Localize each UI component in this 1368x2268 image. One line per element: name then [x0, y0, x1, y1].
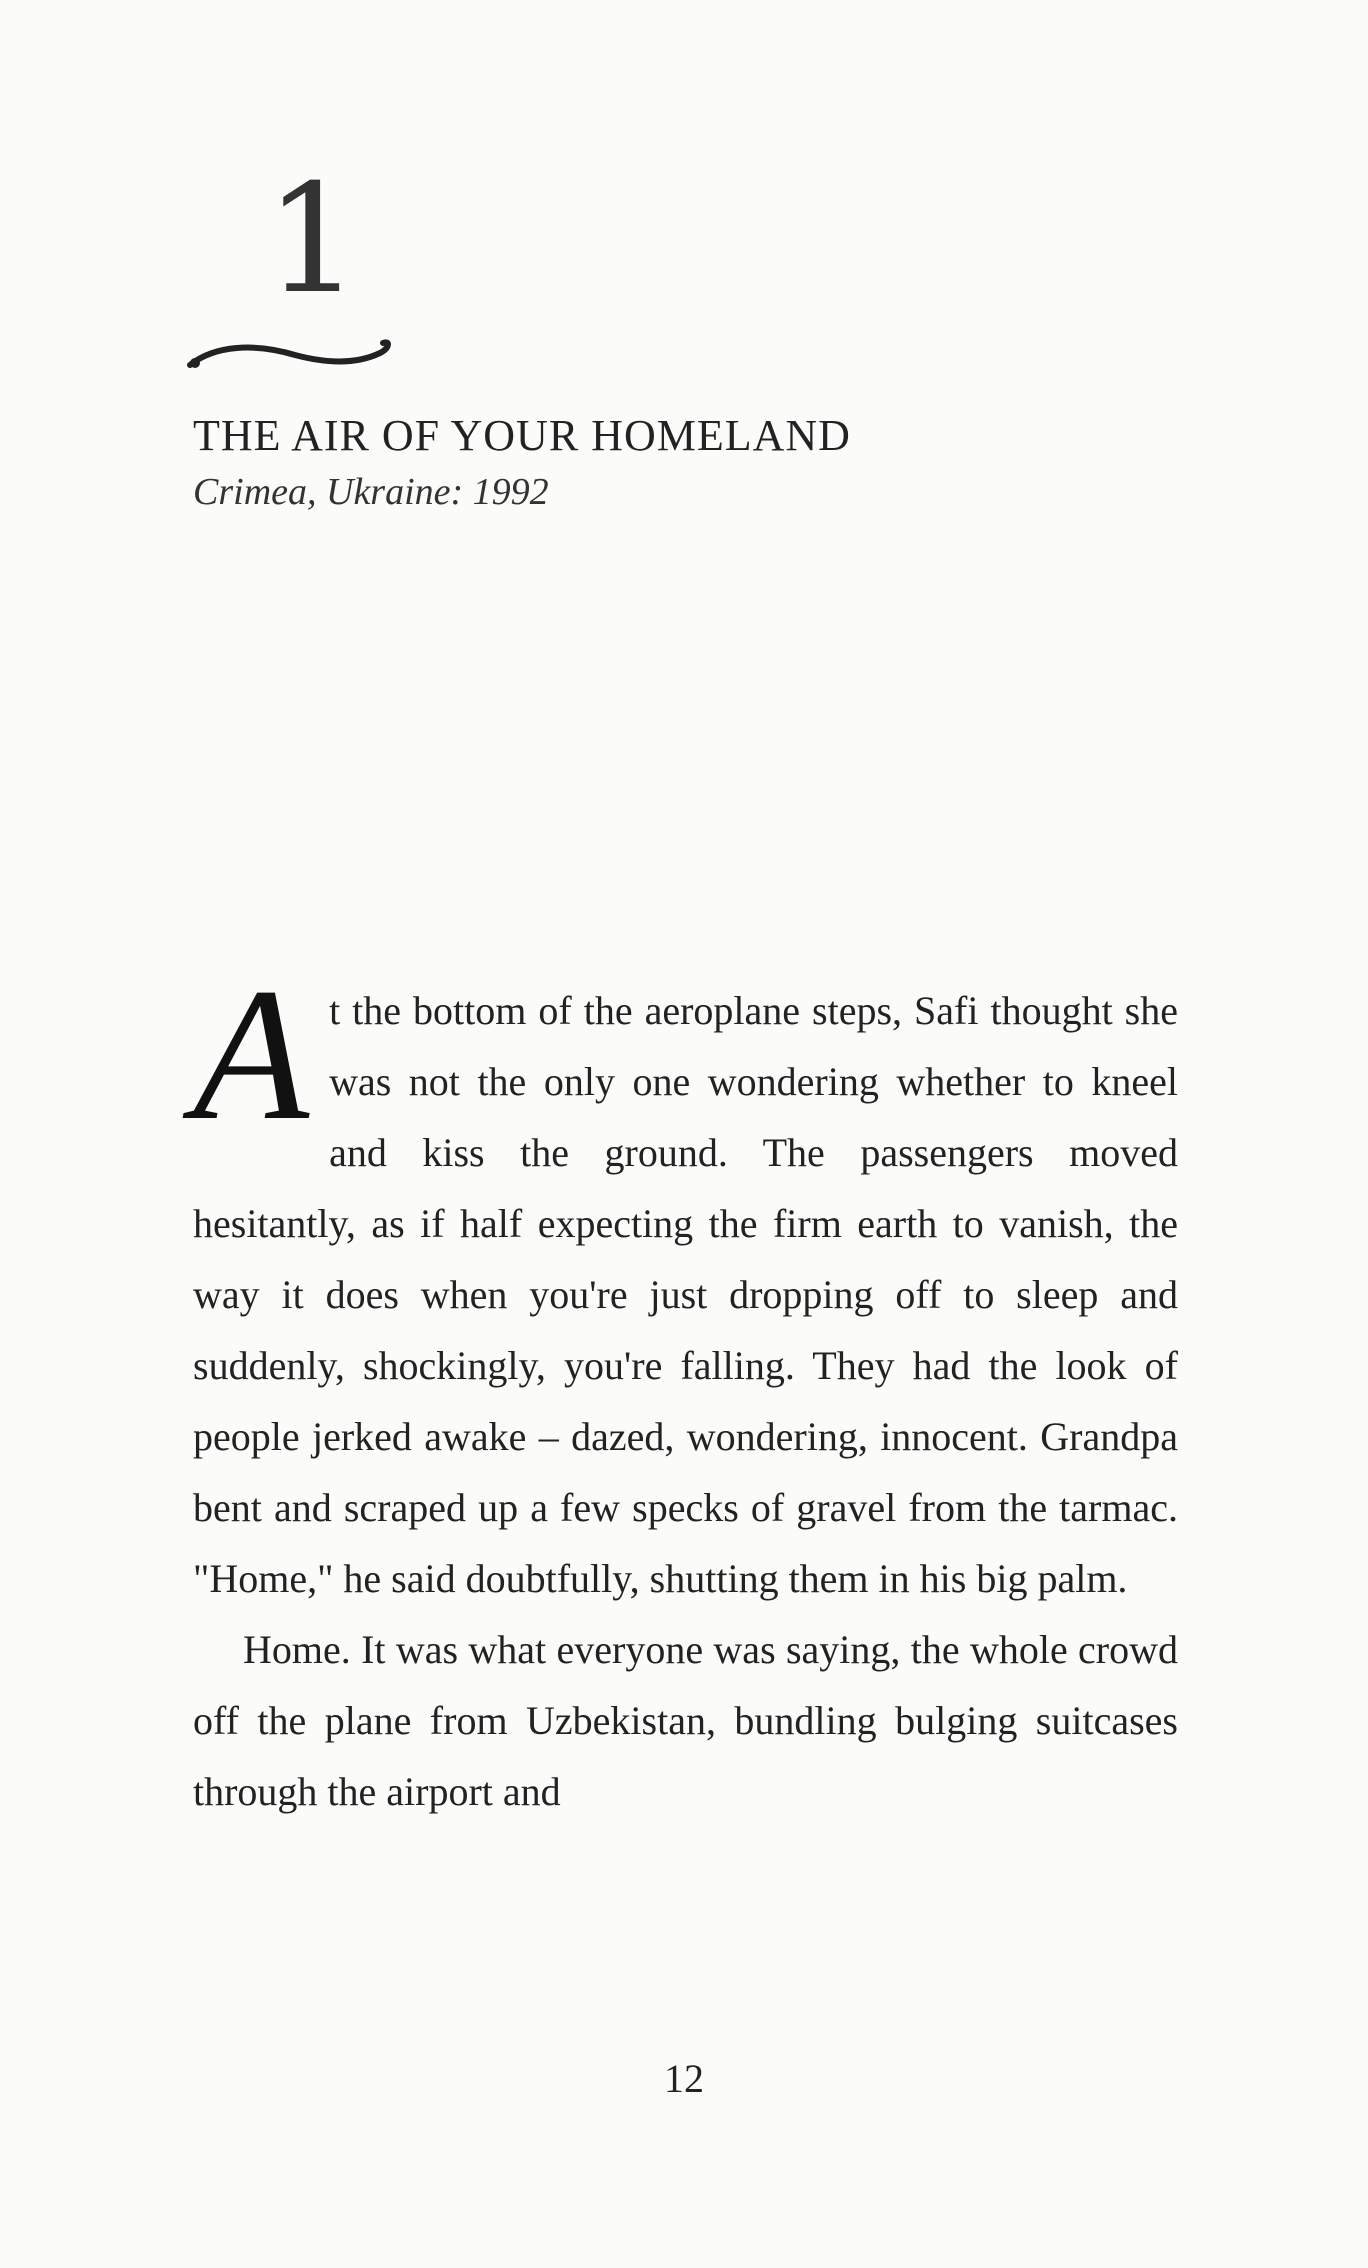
chapter-subtitle: Crimea, Ukraine: 1992	[193, 471, 549, 513]
page-number: 12	[664, 2056, 704, 2101]
drop-cap: A	[193, 950, 310, 1160]
chapter-title: THE AIR OF YOUR HOMELAND	[193, 411, 851, 460]
paragraph	[193, 950, 1178, 1614]
body-text	[193, 950, 1178, 1827]
paragraph: Home. It was what everyone was saying, the whole crowd off the plane from Uzbekistan, bundling bulging suitcases through the airport and	[193, 1627, 1178, 1814]
chapter-swash-ornament	[185, 315, 395, 375]
paragraph-text: t the bottom of the aeroplane steps, Safi thought she was not the only one wondering whether to kneel and kiss the ground. The passengers moved hesitantly, as if half expecting the firm earth to vanish, the way it does when you're just dropping off to sleep and suddenly, shockingly, you're falling. They had the look of people jerked awake – dazed, wondering, innocent. Grandpa bent and scraped up a few specks of gravel from the tarmac. "Home," he said doubtfully, shutting them in his big palm.	[193, 988, 1178, 1601]
chapter-number: 1	[265, 153, 361, 327]
